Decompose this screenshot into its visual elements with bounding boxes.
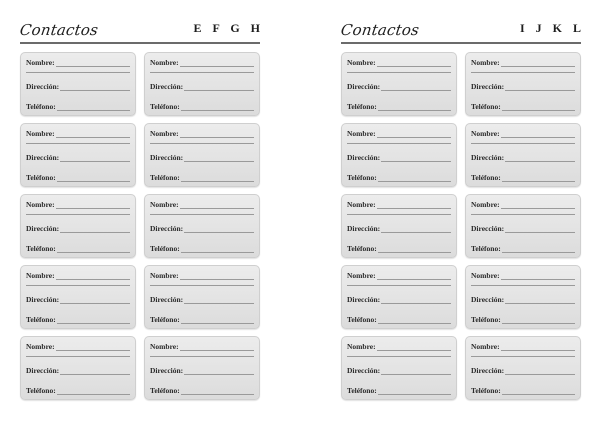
address-label: Dirección: xyxy=(150,152,184,162)
name-field[interactable] xyxy=(347,58,451,70)
address-field[interactable] xyxy=(26,357,130,378)
phone-field[interactable] xyxy=(471,378,575,399)
page-title: Contactos xyxy=(339,21,421,39)
address-line[interactable] xyxy=(184,231,254,233)
phone-field[interactable] xyxy=(26,94,130,115)
address-label: Dirección: xyxy=(26,223,60,233)
address-field[interactable] xyxy=(150,144,254,165)
name-line[interactable] xyxy=(377,136,451,138)
phone-line[interactable] xyxy=(378,180,451,182)
name-field[interactable] xyxy=(150,342,254,354)
phone-field[interactable] xyxy=(26,378,130,399)
name-label: Nombre: xyxy=(471,342,500,351)
name-field[interactable] xyxy=(347,271,451,283)
phone-field[interactable] xyxy=(347,307,451,328)
address-line[interactable] xyxy=(60,302,130,304)
address-field[interactable] xyxy=(150,73,254,94)
address-label: Dirección: xyxy=(471,294,505,304)
address-field[interactable] xyxy=(471,73,575,94)
page-header xyxy=(18,14,264,44)
address-line[interactable] xyxy=(60,373,130,375)
name-label: Nombre: xyxy=(347,129,376,138)
name-label: Nombre: xyxy=(26,342,55,351)
address-field[interactable] xyxy=(26,215,130,236)
phone-field[interactable] xyxy=(150,307,254,328)
address-line[interactable] xyxy=(505,160,575,162)
phone-line[interactable] xyxy=(57,393,130,395)
address-label: Dirección: xyxy=(150,365,184,375)
name-line[interactable] xyxy=(180,65,254,67)
contact-card xyxy=(144,123,260,187)
page-title: Contactos xyxy=(18,21,100,39)
name-field[interactable] xyxy=(26,200,130,212)
name-line[interactable] xyxy=(377,349,451,351)
name-field[interactable] xyxy=(347,200,451,212)
name-field[interactable] xyxy=(150,58,254,70)
name-label: Nombre: xyxy=(26,58,55,67)
address-field[interactable] xyxy=(150,357,254,378)
phone-line[interactable] xyxy=(181,393,254,395)
address-field[interactable] xyxy=(347,357,451,378)
name-line[interactable] xyxy=(56,278,130,280)
address-line[interactable] xyxy=(505,302,575,304)
phone-line[interactable] xyxy=(57,109,130,111)
name-field[interactable] xyxy=(150,129,254,141)
address-field[interactable] xyxy=(347,215,451,236)
letter-index: E F G H xyxy=(193,21,264,35)
address-label: Dirección: xyxy=(26,152,60,162)
phone-label: Teléfono: xyxy=(347,173,377,182)
name-line[interactable] xyxy=(377,65,451,67)
name-label: Nombre: xyxy=(471,129,500,138)
contact-card xyxy=(341,123,457,187)
phone-label: Teléfono: xyxy=(26,244,56,253)
name-line[interactable] xyxy=(56,136,130,138)
phone-field[interactable] xyxy=(26,307,130,328)
address-label: Dirección: xyxy=(347,294,381,304)
phone-label: Teléfono: xyxy=(471,244,501,253)
name-line[interactable] xyxy=(56,349,130,351)
phone-field[interactable] xyxy=(347,236,451,257)
phone-label: Teléfono: xyxy=(150,386,180,395)
address-field[interactable] xyxy=(471,286,575,307)
address-line[interactable] xyxy=(381,302,451,304)
address-line[interactable] xyxy=(381,160,451,162)
name-field[interactable] xyxy=(471,342,575,354)
phone-field[interactable] xyxy=(471,94,575,115)
letter-index: I J K L xyxy=(519,21,585,35)
name-line[interactable] xyxy=(377,278,451,280)
name-line[interactable] xyxy=(501,65,575,67)
contact-card xyxy=(20,265,136,329)
contact-card xyxy=(144,336,260,400)
name-line[interactable] xyxy=(501,278,575,280)
address-line[interactable] xyxy=(184,89,254,91)
address-label: Dirección: xyxy=(471,223,505,233)
address-field[interactable] xyxy=(471,357,575,378)
address-line[interactable] xyxy=(60,89,130,91)
address-label: Dirección: xyxy=(471,152,505,162)
name-line[interactable] xyxy=(180,136,254,138)
name-label: Nombre: xyxy=(347,342,376,351)
name-field[interactable] xyxy=(347,129,451,141)
address-line[interactable] xyxy=(60,160,130,162)
phone-field[interactable] xyxy=(150,165,254,186)
phone-label: Teléfono: xyxy=(347,244,377,253)
name-field[interactable] xyxy=(471,129,575,141)
phone-label: Teléfono: xyxy=(26,173,56,182)
address-label: Dirección: xyxy=(26,81,60,91)
phone-label: Teléfono: xyxy=(471,386,501,395)
phone-label: Teléfono: xyxy=(150,173,180,182)
name-field[interactable] xyxy=(150,200,254,212)
contact-card xyxy=(144,265,260,329)
contacts-page-right xyxy=(339,14,585,395)
address-field[interactable] xyxy=(26,286,130,307)
address-field[interactable] xyxy=(347,73,451,94)
phone-label: Teléfono: xyxy=(347,386,377,395)
name-label: Nombre: xyxy=(150,271,179,280)
phone-line[interactable] xyxy=(502,109,575,111)
phone-line[interactable] xyxy=(502,393,575,395)
name-label: Nombre: xyxy=(150,200,179,209)
phone-line[interactable] xyxy=(502,322,575,324)
contact-card xyxy=(341,52,457,116)
address-field[interactable] xyxy=(150,286,254,307)
phone-line[interactable] xyxy=(181,322,254,324)
name-line[interactable] xyxy=(56,207,130,209)
address-label: Dirección: xyxy=(150,81,184,91)
name-label: Nombre: xyxy=(26,271,55,280)
contact-card xyxy=(20,194,136,258)
name-field[interactable] xyxy=(471,200,575,212)
contacts-page-left xyxy=(18,14,264,395)
name-line[interactable] xyxy=(501,136,575,138)
name-line[interactable] xyxy=(180,207,254,209)
phone-field[interactable] xyxy=(150,94,254,115)
contact-card xyxy=(20,336,136,400)
name-label: Nombre: xyxy=(347,200,376,209)
address-field[interactable] xyxy=(347,286,451,307)
address-label: Dirección: xyxy=(347,223,381,233)
page-header xyxy=(339,14,585,44)
address-line[interactable] xyxy=(381,231,451,233)
address-field[interactable] xyxy=(471,144,575,165)
contact-card xyxy=(465,336,581,400)
phone-label: Teléfono: xyxy=(347,315,377,324)
phone-field[interactable] xyxy=(26,236,130,257)
phone-label: Teléfono: xyxy=(150,244,180,253)
name-label: Nombre: xyxy=(150,342,179,351)
contact-card xyxy=(465,194,581,258)
phone-label: Teléfono: xyxy=(347,102,377,111)
address-field[interactable] xyxy=(471,215,575,236)
contact-card xyxy=(341,194,457,258)
name-label: Nombre: xyxy=(471,200,500,209)
address-line[interactable] xyxy=(60,231,130,233)
address-label: Dirección: xyxy=(150,294,184,304)
address-label: Dirección: xyxy=(347,81,381,91)
name-label: Nombre: xyxy=(471,58,500,67)
phone-label: Teléfono: xyxy=(26,102,56,111)
name-line[interactable] xyxy=(377,207,451,209)
name-label: Nombre: xyxy=(347,271,376,280)
contact-card xyxy=(20,52,136,116)
address-field[interactable] xyxy=(26,73,130,94)
address-label: Dirección: xyxy=(26,365,60,375)
address-label: Dirección: xyxy=(471,365,505,375)
name-label: Nombre: xyxy=(150,129,179,138)
phone-line[interactable] xyxy=(181,109,254,111)
phone-label: Teléfono: xyxy=(26,315,56,324)
phone-label: Teléfono: xyxy=(150,102,180,111)
address-label: Dirección: xyxy=(150,223,184,233)
contact-grid xyxy=(20,52,260,400)
contact-card xyxy=(20,123,136,187)
name-field[interactable] xyxy=(347,342,451,354)
contact-card xyxy=(465,265,581,329)
address-line[interactable] xyxy=(381,89,451,91)
contact-card xyxy=(144,194,260,258)
phone-field[interactable] xyxy=(150,236,254,257)
address-line[interactable] xyxy=(381,373,451,375)
address-line[interactable] xyxy=(184,373,254,375)
address-field[interactable] xyxy=(347,144,451,165)
contact-card xyxy=(465,123,581,187)
name-label: Nombre: xyxy=(471,271,500,280)
address-label: Dirección: xyxy=(471,81,505,91)
name-line[interactable] xyxy=(56,65,130,67)
address-line[interactable] xyxy=(184,302,254,304)
phone-field[interactable] xyxy=(471,165,575,186)
address-label: Dirección: xyxy=(347,152,381,162)
name-field[interactable] xyxy=(471,58,575,70)
contact-grid xyxy=(341,52,581,400)
phone-field[interactable] xyxy=(26,165,130,186)
phone-label: Teléfono: xyxy=(471,315,501,324)
name-label: Nombre: xyxy=(150,58,179,67)
name-label: Nombre: xyxy=(26,200,55,209)
name-line[interactable] xyxy=(180,278,254,280)
phone-line[interactable] xyxy=(502,251,575,253)
phone-line[interactable] xyxy=(57,251,130,253)
phone-line[interactable] xyxy=(57,322,130,324)
phone-label: Teléfono: xyxy=(471,102,501,111)
phone-label: Teléfono: xyxy=(150,315,180,324)
name-label: Nombre: xyxy=(347,58,376,67)
phone-line[interactable] xyxy=(378,322,451,324)
contact-card xyxy=(341,336,457,400)
name-field[interactable] xyxy=(26,271,130,283)
contact-card xyxy=(144,52,260,116)
phone-line[interactable] xyxy=(378,109,451,111)
phone-line[interactable] xyxy=(502,180,575,182)
contact-card xyxy=(341,265,457,329)
name-field[interactable] xyxy=(26,129,130,141)
address-line[interactable] xyxy=(505,89,575,91)
name-label: Nombre: xyxy=(26,129,55,138)
phone-field[interactable] xyxy=(150,378,254,399)
name-line[interactable] xyxy=(501,349,575,351)
contact-card xyxy=(465,52,581,116)
phone-field[interactable] xyxy=(347,94,451,115)
address-line[interactable] xyxy=(184,160,254,162)
phone-label: Teléfono: xyxy=(471,173,501,182)
address-label: Dirección: xyxy=(26,294,60,304)
phone-line[interactable] xyxy=(181,180,254,182)
name-field[interactable] xyxy=(150,271,254,283)
name-field[interactable] xyxy=(26,58,130,70)
phone-label: Teléfono: xyxy=(26,386,56,395)
phone-field[interactable] xyxy=(347,165,451,186)
phone-field[interactable] xyxy=(347,378,451,399)
name-field[interactable] xyxy=(26,342,130,354)
address-field[interactable] xyxy=(150,215,254,236)
phone-field[interactable] xyxy=(471,307,575,328)
address-label: Dirección: xyxy=(347,365,381,375)
address-line[interactable] xyxy=(505,231,575,233)
phone-line[interactable] xyxy=(378,251,451,253)
address-field[interactable] xyxy=(26,144,130,165)
name-line[interactable] xyxy=(180,349,254,351)
phone-field[interactable] xyxy=(471,236,575,257)
name-line[interactable] xyxy=(501,207,575,209)
name-field[interactable] xyxy=(471,271,575,283)
address-line[interactable] xyxy=(505,373,575,375)
phone-line[interactable] xyxy=(181,251,254,253)
phone-line[interactable] xyxy=(378,393,451,395)
phone-line[interactable] xyxy=(57,180,130,182)
